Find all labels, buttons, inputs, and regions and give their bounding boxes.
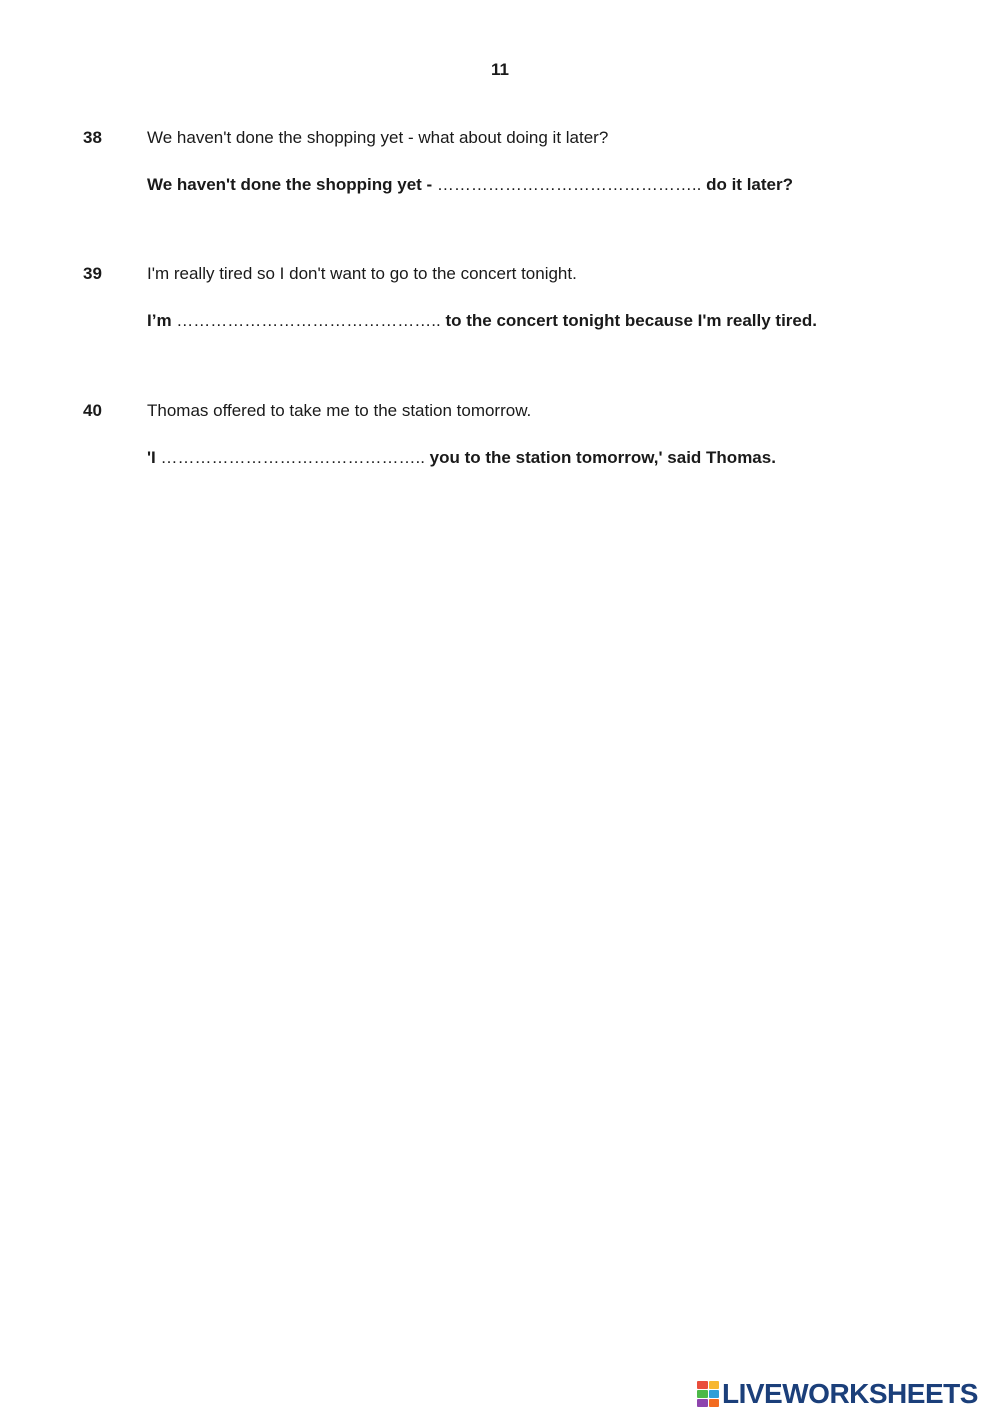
logo-tile (709, 1399, 720, 1407)
logo-tile (697, 1399, 708, 1407)
answer-start: We haven't done the shopping yet - (147, 175, 437, 194)
answer-sentence (147, 175, 793, 195)
question-number: 40 (83, 401, 102, 420)
answer-start: I’m (147, 311, 177, 330)
question-number: 38 (83, 128, 102, 147)
answer-sentence (147, 448, 776, 468)
logo-tile (709, 1390, 720, 1398)
answer-end: do it later? (706, 175, 793, 194)
answer-gap[interactable]: ……………………………………….. (176, 311, 446, 330)
question-prompt: I'm really tired so I don't want to go to the concert tonight. (147, 264, 577, 283)
answer-end: to the concert tonight because I'm really tired. (445, 311, 817, 330)
answer-gap[interactable]: ……………………………………….. (160, 448, 430, 467)
question-number: 39 (83, 264, 102, 283)
logo-tile (697, 1381, 708, 1389)
liveworksheets-icon (697, 1381, 719, 1407)
logo-tile (709, 1381, 720, 1389)
liveworksheets-logo (697, 1378, 978, 1410)
logo-text: LIVEWORKSHEETS (722, 1378, 978, 1409)
logo-tile (697, 1390, 708, 1398)
page-number: 11 (491, 60, 509, 79)
question-prompt: We haven't done the shopping yet - what about doing it later? (147, 128, 609, 147)
answer-gap[interactable]: ……………………………………….. (436, 175, 707, 194)
answer-sentence (147, 311, 817, 331)
question-prompt: Thomas offered to take me to the station tomorrow. (147, 401, 532, 420)
answer-end: you to the station tomorrow,' said Thomas. (429, 448, 776, 467)
answer-start: 'I (147, 448, 161, 467)
